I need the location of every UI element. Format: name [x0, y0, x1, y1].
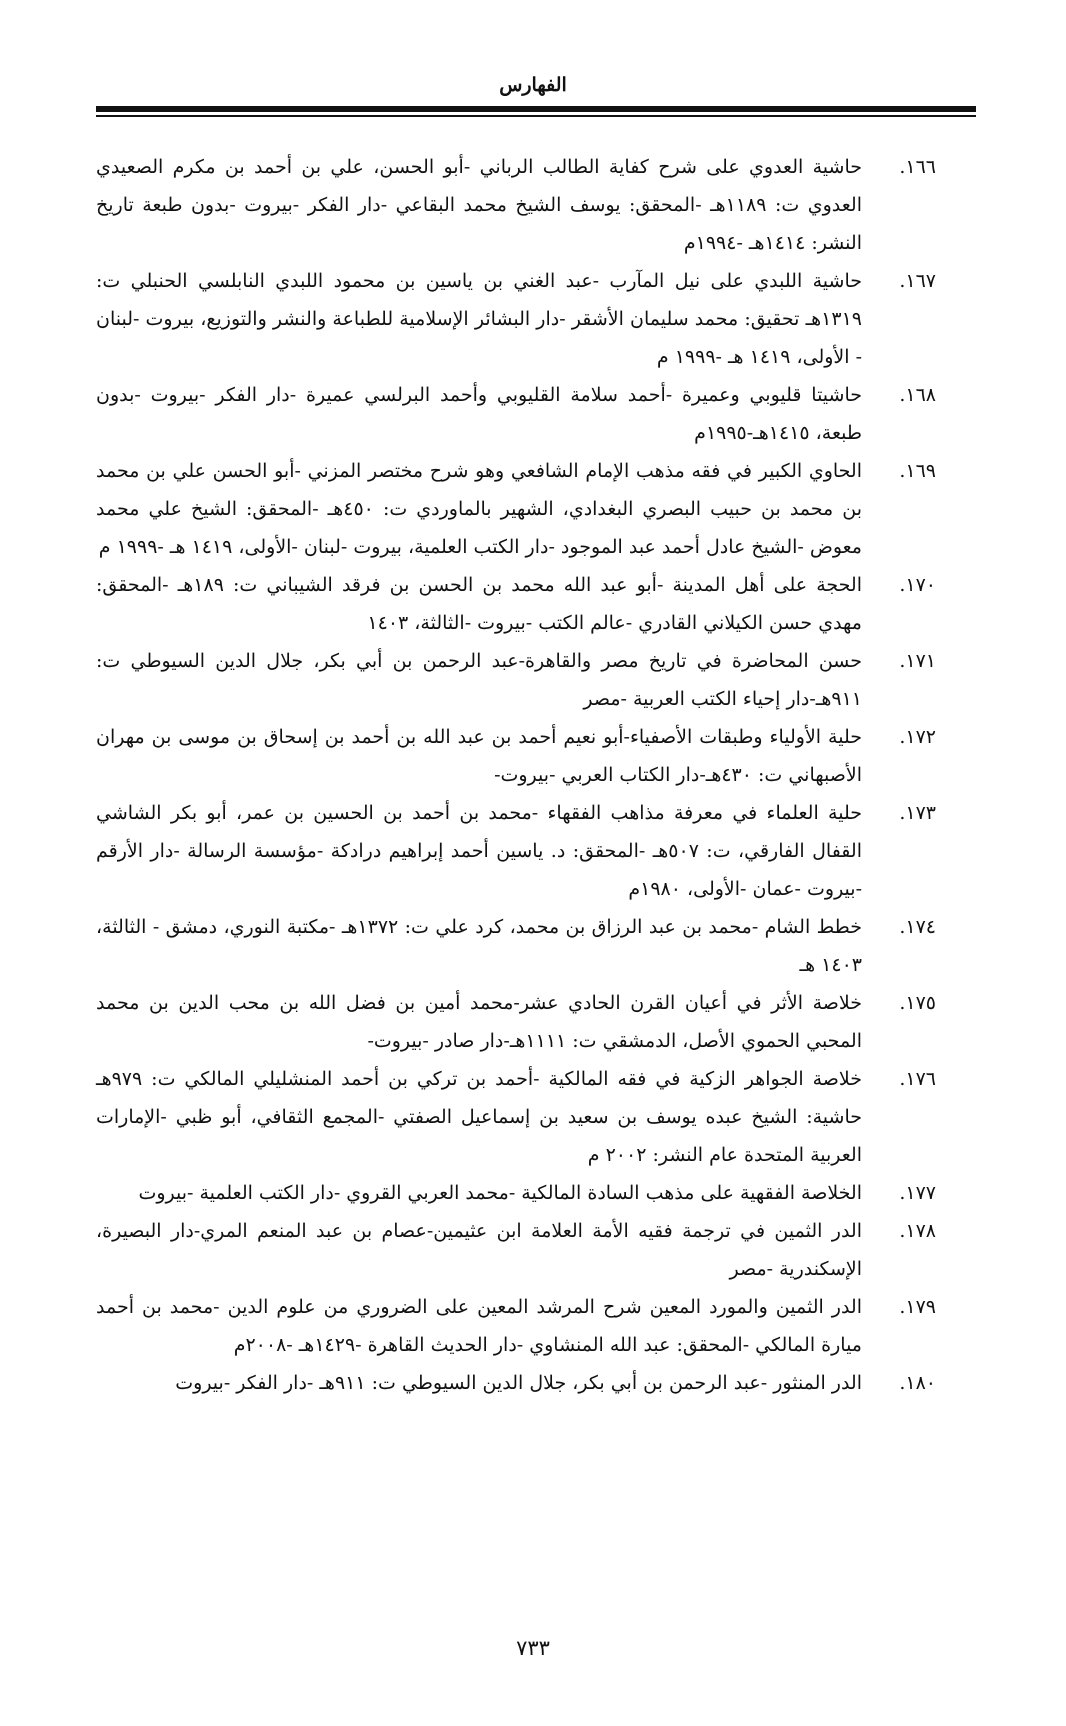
bibliography-entry: [96, 1364, 936, 1402]
bibliography-entry: [96, 908, 936, 984]
bibliography-entry: [96, 1060, 936, 1174]
entry-text: الدر الثمين والمورد المعين شرح المرشد المعين على الضروري من علوم الدين -محمد بن أحمد ميارة المالكي -المحقق: عبد الله المنشاوي -دار الحديث القاهرة -١٤٢٩هـ -٢٠٠٨م: [96, 1296, 862, 1356]
entry-text: خطط الشام -محمد بن عبد الرزاق بن محمد، كرد علي ت: ١٣٧٢هـ -مكتبة النوري، دمشق - الثالثة، ١٤٠٣ هـ: [96, 916, 862, 976]
bibliography-entry: [96, 148, 936, 262]
entry-number: ١٧٧.: [899, 1182, 936, 1204]
entry-text: حلية العلماء في معرفة مذاهب الفقهاء -محمد بن أحمد بن الحسين بن عمر، أبو بكر الشاشي القفال الفارقي، ت: ٥٠٧هـ -المحقق: د. ياسين أحمد إبراهيم درادكة -مؤسسة الرسالة -دار الأرقم -بيروت -عمان -الأولى، ١٩٨٠م: [96, 802, 862, 900]
page-header-title: الفهارس: [499, 74, 567, 96]
entry-number: ١٧٨.: [899, 1220, 936, 1242]
entry-text: الدر الثمين في ترجمة فقيه الأمة العلامة ابن عثيمين-عصام بن عبد المنعم المري-دار البصيرة، الإسكندرية -مصر: [96, 1220, 862, 1280]
entry-text: حاشيتا قليوبي وعميرة -أحمد سلامة القليوبي وأحمد البرلسي عميرة -دار الفكر -بيروت -بدون طبعة، ١٤١٥هـ-١٩٩٥م: [96, 384, 862, 444]
entry-text: خلاصة الأثر في أعيان القرن الحادي عشر-محمد أمين بن فضل الله بن محب الدين بن محمد المحبي الحموي الأصل، الدمشقي ت: ١١١١هـ-دار صادر -بيروت-: [96, 992, 862, 1052]
entry-number: ١٧٥.: [899, 992, 936, 1014]
entry-number: ١٧١.: [899, 650, 936, 672]
entry-text: الحجة على أهل المدينة -أبو عبد الله محمد بن الحسن بن فرقد الشيباني ت: ١٨٩هـ -المحقق: مهدي حسن الكيلاني القادري -عالم الكتب -بيروت -الثالثة، ١٤٠٣: [96, 574, 862, 634]
bibliography-entry: [96, 1174, 936, 1212]
bibliography-entry: [96, 1288, 936, 1364]
entry-text: الخلاصة الفقهية على مذهب السادة المالكية -محمد العربي القروي -دار الكتب العلمية -بيروت: [138, 1182, 862, 1204]
bibliography-entry: [96, 1212, 936, 1288]
bibliography-entry: [96, 642, 936, 718]
entry-text: حلية الأولياء وطبقات الأصفياء-أبو نعيم أحمد بن عبد الله بن أحمد بن إسحاق بن موسى بن مهران الأصبهاني ت: ٤٣٠هـ-دار الكتاب العربي -بيروت-: [96, 726, 862, 786]
entry-text: الدر المنثور -عبد الرحمن بن أبي بكر، جلال الدين السيوطي ت: ٩١١هـ -دار الفكر -بيروت: [175, 1372, 862, 1394]
entry-number: ١٧٤.: [899, 916, 936, 938]
entry-text: خلاصة الجواهر الزكية في فقه المالكية -أحمد بن تركي بن أحمد المنشليلي المالكي ت: ٩٧٩هـ حاشية: الشيخ عبده يوسف بن سعيد بن إسماعيل الصفتي -المجمع الثقافي، أبو ظبي -الإمارات العربية المتحدة عام النشر: ٢٠٠٢ م: [96, 1068, 862, 1166]
bibliography-list: [96, 148, 936, 1402]
entry-number: ١٧٢.: [899, 726, 936, 748]
entry-number: ١٦٦.: [899, 156, 936, 178]
entry-text: الحاوي الكبير في فقه مذهب الإمام الشافعي وهو شرح مختصر المزني -أبو الحسن علي بن محمد بن محمد بن حبيب البصري البغدادي، الشهير بالماوردي ت: ٤٥٠هـ -المحقق: الشيخ علي محمد معوض -الشيخ عادل أحمد عبد الموجود -دار الكتب العلمية، بيروت -لبنان -الأولى، ١٤١٩ هـ -١٩٩٩ م: [96, 460, 863, 558]
entry-number: ١٧٩.: [899, 1296, 936, 1318]
bibliography-entry: [96, 984, 936, 1060]
entry-number: ١٧٦.: [899, 1068, 936, 1090]
page-number: ٧٣٣: [516, 1636, 550, 1660]
entry-number: ١٧٠.: [899, 574, 936, 596]
bibliography-entry: [96, 794, 936, 908]
header-rule-thin: [96, 115, 976, 117]
entry-number: ١٧٣.: [899, 802, 936, 824]
entry-text: حسن المحاضرة في تاريخ مصر والقاهرة-عبد الرحمن بن أبي بكر، جلال الدين السيوطي ت: ٩١١هـ-دار إحياء الكتب العربية -مصر: [96, 650, 862, 710]
bibliography-entry: [96, 452, 936, 566]
entry-number: ١٦٧.: [899, 270, 936, 292]
entry-text: حاشية اللبدي على نيل المآرب -عبد الغني بن ياسين بن محمود اللبدي النابلسي الحنبلي ت: ١٣١٩هـ تحقيق: محمد سليمان الأشقر -دار البشائر الإسلامية للطباعة والنشر والتوزيع، بيروت -لبنان - الأولى، ١٤١٩ هـ -١٩٩٩ م: [96, 270, 862, 368]
entry-number: ١٦٨.: [899, 384, 936, 406]
bibliography-entry: [96, 376, 936, 452]
header-rule-thick: [96, 106, 976, 112]
bibliography-entry: [96, 718, 936, 794]
bibliography-entry: [96, 262, 936, 376]
entry-text: حاشية العدوي على شرح كفاية الطالب الرباني -أبو الحسن، علي بن أحمد بن مكرم الصعيدي العدوي ت: ١١٨٩هـ -المحقق: يوسف الشيخ محمد البقاعي -دار الفكر -بيروت -بدون طبعة تاريخ النشر: ١٤١٤هـ -١٩٩٤م: [96, 156, 862, 254]
entry-number: ١٨٠.: [899, 1372, 936, 1394]
entry-number: ١٦٩.: [899, 460, 936, 482]
bibliography-entry: [96, 566, 936, 642]
